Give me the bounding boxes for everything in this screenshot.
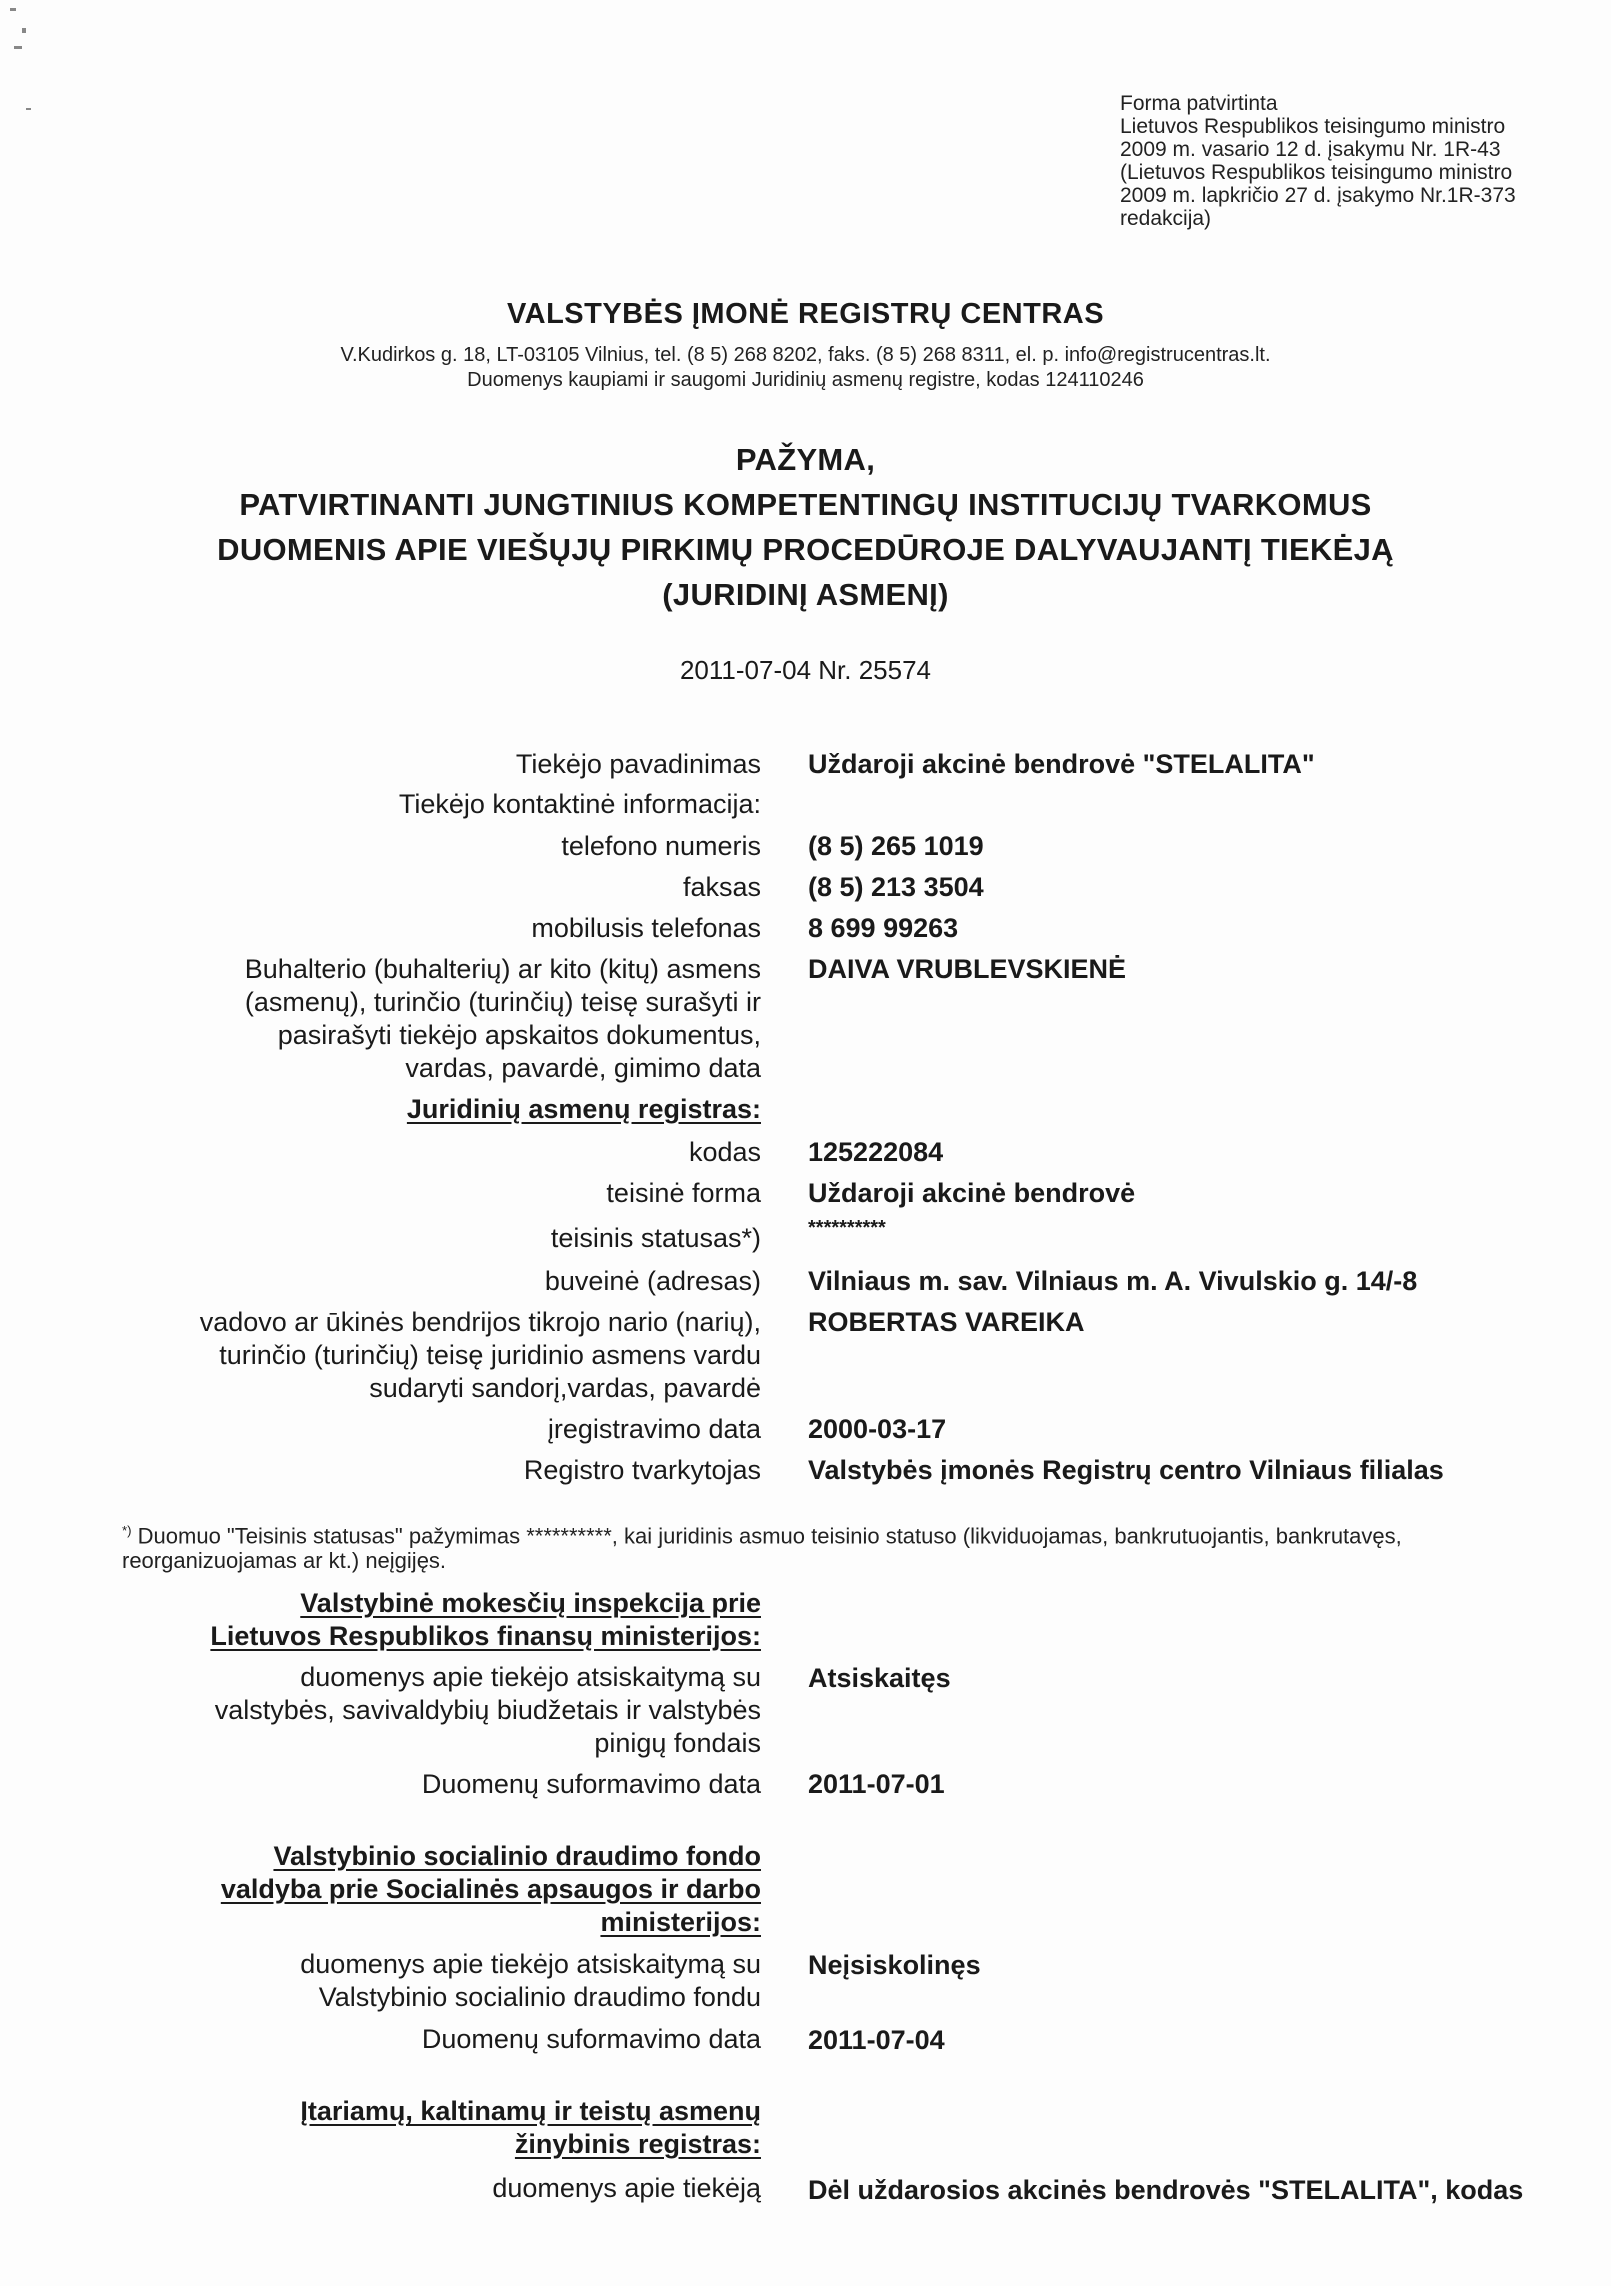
social-insurance-heading-line: ministerijos: (600, 1907, 761, 1937)
social-date-value: 2011-07-04 (808, 2025, 945, 2055)
phone-label: telefono numeris (561, 831, 761, 861)
suspects-register-heading-line: Įtariamų, kaltinamų ir teistų asmenų (300, 2096, 761, 2126)
organization-name: VALSTYBĖS ĮMONĖ REGISTRŲ CENTRAS (506, 298, 1105, 330)
scan-speck (26, 108, 31, 110)
supplier-name-label: Tiekėjo pavadinimas (515, 749, 761, 779)
code-label: kodas (688, 1137, 761, 1167)
phone-value: (8 5) 265 1019 (808, 831, 984, 861)
manager-value: ROBERTAS VAREIKA (808, 1307, 1085, 1337)
scan-speck (22, 28, 26, 33)
registration-date-label: įregistravimo data (547, 1414, 761, 1444)
accountant-label-line: (asmenų), turinčio (turinčių) teisę surašyti ir (244, 987, 761, 1017)
legal-register-heading: Juridinių asmenų registras: (406, 1094, 761, 1124)
mobile-label: mobilusis telefonas (531, 913, 761, 943)
address-value: Vilniaus m. sav. Vilniaus m. A. Vivulskio g. 14/-8 (808, 1266, 1418, 1296)
suspects-data-label: duomenys apie tiekėją (492, 2173, 761, 2203)
accountant-label-line: Buhalterio (buhalterių) ar kito (kitų) asmens (244, 954, 761, 984)
mobile-value: 8 699 99263 (808, 913, 959, 943)
social-data-label-line: duomenys apie tiekėjo atsiskaitymą su (300, 1949, 761, 1979)
legal-status-label: teisinis statusas*) (550, 1223, 761, 1253)
footnote-line: reorganizuojamas ar kt.) neįgijęs. (122, 1548, 447, 1574)
tax-inspectorate-heading-line: Lietuvos Respublikos finansų ministerijos: (210, 1621, 761, 1651)
accountant-label-line: vardas, pavardė, gimimo data (405, 1053, 761, 1083)
form-note-line: redakcija) (1120, 207, 1212, 230)
tax-data-label-line: valstybės, savivaldybių biudžetais ir valstybės (214, 1695, 761, 1725)
tax-date-value: 2011-07-01 (808, 1769, 945, 1799)
document-date-number: 2011-07-04 Nr. 25574 (679, 655, 932, 685)
social-insurance-heading-line: valdyba prie Socialinės apsaugos ir darbo (220, 1874, 761, 1904)
form-note-line: Forma patvirtinta (1120, 92, 1278, 115)
footnote-line (122, 1518, 1592, 1548)
scan-speck (10, 8, 16, 11)
form-note-line: Lietuvos Respublikos teisingumo ministro (1120, 115, 1506, 138)
code-value: 125222084 (808, 1137, 944, 1167)
document-title-line: DUOMENIS APIE VIEŠŲJŲ PIRKIMŲ PROCEDŪROJE DALYVAUJANTĮ TIEKĖJĄ (217, 532, 1394, 567)
social-date-label: Duomenų suformavimo data (421, 2024, 761, 2054)
manager-label-line: sudaryti sandorį,vardas, pavardė (369, 1373, 761, 1403)
suspects-data-value: Dėl uždarosios akcinės bendrovės "STELALITA", kodas (808, 2175, 1524, 2205)
register-keeper-label: Registro tvarkytojas (523, 1455, 761, 1485)
form-approval-note (1120, 92, 1570, 230)
fax-value: (8 5) 213 3504 (808, 872, 984, 902)
document-title-line: PAŽYMA, (735, 442, 876, 477)
form-note-line: 2009 m. lapkričio 27 d. įsakymo Nr.1R-373 (1120, 184, 1516, 207)
organization-address: V.Kudirkos g. 18, LT-03105 Vilnius, tel. (8 5) 268 8202, faks. (8 5) 268 8311, el. p. info@registrucentras.lt. (340, 344, 1271, 366)
footnote-text: Duomuo "Teisinis statusas" pažymimas **********, kai juridinis asmuo teisinio statuso (likviduojamas, bankrutuojantis, bankrutavęs, (137, 1523, 1402, 1549)
manager-label-line: vadovo ar ūkinės bendrijos tikrojo nario (narių), (199, 1307, 761, 1337)
form-note-line: 2009 m. vasario 12 d. įsakymu Nr. 1R-43 (1120, 138, 1501, 161)
manager-label-line: turinčio (turinčių) teisę juridinio asmens vardu (219, 1340, 761, 1370)
register-keeper-value: Valstybės įmonės Registrų centro Vilniaus filialas (808, 1455, 1444, 1485)
supplier-contact-label: Tiekėjo kontaktinė informacija: (398, 789, 761, 819)
footnote (122, 1518, 1592, 1573)
tax-data-value: Atsiskaitęs (808, 1663, 951, 1693)
social-data-label-line: Valstybinio socialinio draudimo fondu (318, 1982, 761, 2012)
fax-label: faksas (682, 872, 761, 902)
tax-data-label-line: duomenys apie tiekėjo atsiskaitymą su (300, 1662, 761, 1692)
supplier-name-value: Uždaroji akcinė bendrovė "STELALITA" (808, 749, 1315, 779)
legal-form-value: Uždaroji akcinė bendrovė (808, 1178, 1136, 1208)
form-note-line: (Lietuvos Respublikos teisingumo ministro (1120, 161, 1513, 184)
legal-form-label: teisinė forma (606, 1178, 761, 1208)
document-title-line: (JURIDINĮ ASMENĮ) (662, 577, 949, 612)
accountant-value: DAIVA VRUBLEVSKIENĖ (808, 954, 1127, 984)
footnote-mark: *) (122, 1523, 132, 1538)
legal-status-value: ********** (808, 1217, 886, 1239)
document-title-line: PATVIRTINANTI JUNGTINIUS KOMPETENTINGŲ INSTITUCIJŲ TVARKOMUS (239, 487, 1372, 522)
tax-inspectorate-heading-line: Valstybinė mokesčių inspekcija prie (300, 1588, 761, 1618)
suspects-register-heading-line: žinybinis registras: (514, 2129, 761, 2159)
scan-speck (14, 46, 22, 49)
social-insurance-heading-line: Valstybinio socialinio draudimo fondo (273, 1841, 761, 1871)
social-data-value: Neįsiskolinęs (808, 1950, 981, 1980)
registration-date-value: 2000-03-17 (808, 1414, 947, 1444)
organization-register-note: Duomenys kaupiami ir saugomi Juridinių asmenų registre, kodas 124110246 (467, 369, 1144, 391)
address-label: buveinė (adresas) (544, 1266, 761, 1296)
tax-date-label: Duomenų suformavimo data (421, 1769, 761, 1799)
tax-data-label-line: pinigų fondais (594, 1728, 761, 1758)
accountant-label-line: pasirašyti tiekėjo apskaitos dokumentus, (277, 1020, 761, 1050)
